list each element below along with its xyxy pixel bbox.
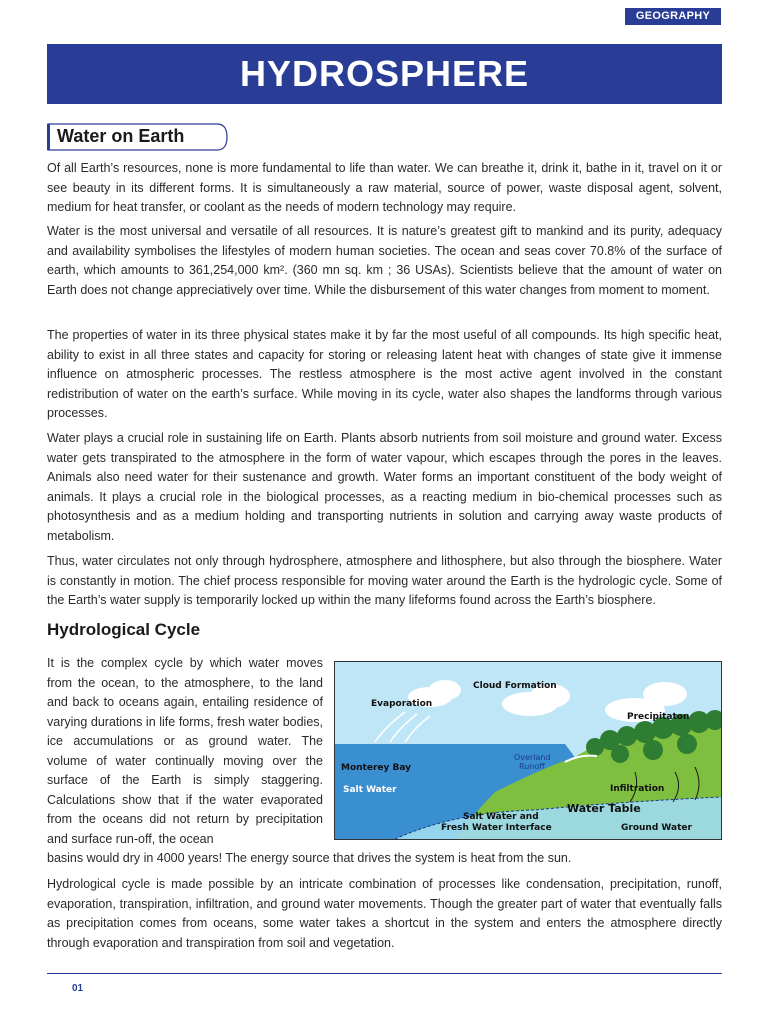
label-overland: Overland	[514, 753, 551, 762]
label-salt-water: Salt Water	[343, 785, 397, 795]
label-interface-line-2: Fresh Water Interface	[441, 823, 552, 833]
paragraph-4: Water plays a crucial role in sustaining life on Earth. Plants absorb nutrients from soil moisture and ground water. Excess water gets transpirated to the atmosphere in the form of water vapour, which escapes through the pores in the leaves. Animals also need water for their sustenance and growth. Water forms an important constituent of the body weight of animals. It plays a crucial role in the biological processes, as a reacting medium in bio-chemical processes such as photosynthesis and as a medium holding and transporting nutrients in solution and carrying away waste products of metabolism.	[47, 431, 722, 543]
label-cloud-formation: Cloud Formation	[473, 681, 557, 691]
label-ground-water: Ground Water	[621, 823, 692, 833]
diagram-svg	[335, 662, 721, 839]
section-heading	[47, 123, 227, 149]
page-number: 01	[72, 983, 84, 994]
page-title: HYDROSPHERE	[47, 44, 722, 104]
hydrological-cycle-wrapped-text: It is the complex cycle by which water moves from the ocean, to the atmosphere, to the land and back to oceans again, entailing residence of varying durations in life forms, fresh water bodies, ice accumulations or as ground water. The volume of water continually moving over the surface of the Earth is simply staggering. Calculations show that if the water evaporated from the oceans did not return by precipitation and surface run-off, the ocean	[47, 656, 323, 846]
label-runoff: Runoff	[519, 762, 545, 771]
section-heading-text: Water on Earth	[57, 126, 185, 146]
paragraph-2: Water is the most universal and versatile of all resources. It is nature’s greatest gift to mankind and its purity, adequacy and availability symbolises the lifestyles of modern human societies. The ocean and seas cover 70.8% of the surface of earth, which amounts to 361,254,000 km². (360 mn sq. km ; 36 USAs). Scientists believe that the amount of water on Earth does not change appreciatively over time. While the disbursement of this water changes from moment to moment.	[47, 224, 722, 297]
paragraph-1: Of all Earth’s resources, none is more fundamental to life than water. We can breathe it, drink it, bathe in it, travel on it or see beauty in its different forms. It is simultaneously a raw material, source of power, waste disposal agent, solvent, medium for heat transfer, or coolant as the needs of modern technology may require.	[47, 161, 722, 214]
hydrological-cycle-tail-text: basins would dry in 4000 years! The energy source that drives the system is heat from the sun.	[47, 851, 572, 865]
hydrological-cycle-heading: Hydrological Cycle	[47, 620, 201, 639]
hydrologic-cycle-diagram	[334, 661, 722, 840]
paragraph-3: The properties of water in its three physical states make it by far the most useful of all compounds. Its high specific heat, ability to exist in all three states and capacity for storing or releasing latent heat with changes of state give it immense influence on atmospheric processes. The restless atmosphere is the most active agent involved in the constant redistribution of water on the earth’s surface. While moving in its cycle, water also shapes the landforms through various processes.	[47, 328, 722, 420]
label-infiltration: Infiltration	[610, 784, 665, 794]
label-interface-line-1: Salt Water and	[463, 812, 539, 822]
paragraph-5: Thus, water circulates not only through hydrosphere, atmosphere and lithosphere, but also through the biosphere. Water is constantly in motion. The chief process responsible for moving water around the Earth is the hydrologic cycle. Some of the Earth’s water supply is temporarily locked up within the many lifeforms found across the Earth’s biosphere.	[47, 554, 722, 607]
label-water-table: Water Table	[567, 802, 641, 815]
hydrological-cycle-paragraph-2: Hydrological cycle is made possible by an intricate combination of processes like condensation, precipitation, runoff, evaporation, transpiration, infiltration, and ground water movements. Though the greater part of water that eventually falls as precipitation comes from oceans, some water takes a shortcut in the system and enters the atmosphere directly through evaporation and transpiration from soil and vegetation.	[47, 877, 722, 950]
subject-tag: GEOGRAPHY	[625, 8, 721, 25]
label-evaporation: Evaporation	[371, 699, 433, 709]
label-monterey-bay: Monterey Bay	[341, 763, 412, 773]
label-precipitation: Precipitaton	[627, 712, 690, 722]
footer-rule	[47, 973, 722, 974]
